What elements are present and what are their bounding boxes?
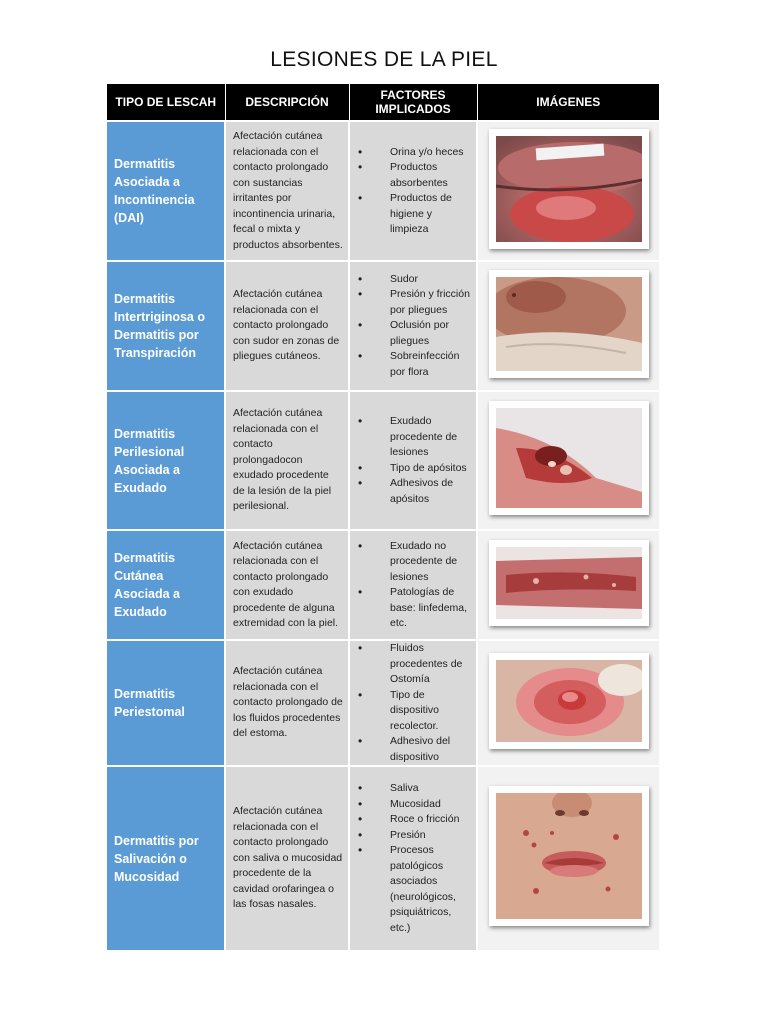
factor-item: • Presión y fricción por pliegues bbox=[356, 287, 472, 318]
lesion-image-cell bbox=[477, 640, 659, 766]
lesion-type: Dermatitis Intertriginosa o Dermatitis por Transpiración bbox=[107, 261, 225, 391]
factor-item: • Procesos patológicos asociados (neurológicos, psiquiátricos, etc.) bbox=[356, 843, 472, 936]
lesion-factors bbox=[349, 530, 477, 640]
salivation-lesion-photo bbox=[489, 786, 649, 926]
factor-item: • Patologías de base: linfedema, etc. bbox=[356, 585, 472, 632]
lesion-type: Dermatitis por Salivación o Mucosidad bbox=[107, 766, 225, 950]
factor-item: • Roce o fricción bbox=[356, 812, 472, 828]
factor-item: • Sudor bbox=[356, 272, 472, 288]
table-row bbox=[107, 391, 659, 530]
table-row bbox=[107, 766, 659, 950]
factor-item: • Presión bbox=[356, 828, 472, 844]
lesion-description: Afectación cutánea relacionada con el contacto prolongado de los fluidos procedentes del estoma. bbox=[225, 640, 349, 766]
lesion-description: Afectación cutánea relacionada con el contacto prolongado con exudado procedente de alguna extremidad con la piel. bbox=[225, 530, 349, 640]
lesion-factors bbox=[349, 261, 477, 391]
table-row bbox=[107, 261, 659, 391]
lesion-type: Dermatitis Cutánea Asociada a Exudado bbox=[107, 530, 225, 640]
header-description: DESCRIPCIÓN bbox=[225, 84, 349, 121]
lesion-type: Dermatitis Periestomal bbox=[107, 640, 225, 766]
header-row bbox=[107, 84, 659, 121]
lesion-factors bbox=[349, 121, 477, 261]
dai-lesion-photo bbox=[489, 129, 649, 249]
lesion-type: Dermatitis Perilesional Asociada a Exudado bbox=[107, 391, 225, 530]
periestomal-lesion-photo bbox=[489, 653, 649, 749]
table-row bbox=[107, 530, 659, 640]
factor-item: • Adhesivos de apósitos bbox=[356, 476, 472, 507]
lesion-description: Afectación cutánea relacionada con el contacto prolongadocon exudado procedente de la lesión de la piel perilesional. bbox=[225, 391, 349, 530]
page-title: LESIONES DE LA PIEL bbox=[270, 48, 498, 71]
factor-item: • Fluidos procedentes de Ostomía bbox=[356, 641, 472, 688]
lesion-type: Dermatitis Asociada a Incontinencia (DAI) bbox=[107, 121, 225, 261]
lesion-image-cell bbox=[477, 121, 659, 261]
lesion-description: Afectación cutánea relacionada con el contacto prolongado con saliva o mucosidad procedente de la cavidad orofaringea o las fosas nasales. bbox=[225, 766, 349, 950]
lesions-table bbox=[107, 84, 659, 950]
lesion-image-cell bbox=[477, 391, 659, 530]
intertriginous-lesion-photo bbox=[489, 270, 649, 378]
factor-item: • Saliva bbox=[356, 781, 472, 797]
table-row bbox=[107, 640, 659, 766]
lesion-factors bbox=[349, 640, 477, 766]
factor-item: • Productos de higiene y limpieza bbox=[356, 191, 472, 238]
lesion-image-cell bbox=[477, 261, 659, 391]
factor-item: • Mucosidad bbox=[356, 797, 472, 813]
header-factors: FACTORES IMPLICADOS bbox=[349, 84, 477, 121]
header-type: TIPO DE LESCAH bbox=[107, 84, 225, 121]
header-images: IMÁGENES bbox=[477, 84, 659, 121]
cutaneous-exudate-photo bbox=[489, 540, 649, 626]
factor-item: • Oclusión por pliegues bbox=[356, 318, 472, 349]
factor-item: • Sobreinfección por flora bbox=[356, 349, 472, 380]
factor-item: • Productos absorbentes bbox=[356, 160, 472, 191]
factor-item: • Orina y/o heces bbox=[356, 145, 472, 161]
table-row bbox=[107, 121, 659, 261]
factor-item: • Tipo de apósitos bbox=[356, 461, 472, 477]
factor-item: • Tipo de dispositivo recolector. bbox=[356, 688, 472, 735]
factor-item: • Adhesivo del dispositivo bbox=[356, 734, 472, 765]
lesion-description: Afectación cutánea relacionada con el contacto prolongado con sustancias irritantes por incontinencia urinaria, fecal o mixta y productos absorbentes. bbox=[225, 121, 349, 261]
lesion-image-cell bbox=[477, 766, 659, 950]
lesion-factors bbox=[349, 391, 477, 530]
factor-item: • Exudado no procedente de lesiones bbox=[356, 539, 472, 586]
lesion-description: Afectación cutánea relacionada con el contacto prolongado con sudor en zonas de pliegues cutáneos. bbox=[225, 261, 349, 391]
lesion-factors bbox=[349, 766, 477, 950]
factor-item: • Exudado procedente de lesiones bbox=[356, 414, 472, 461]
perilesional-lesion-photo bbox=[489, 401, 649, 515]
lesion-image-cell bbox=[477, 530, 659, 640]
